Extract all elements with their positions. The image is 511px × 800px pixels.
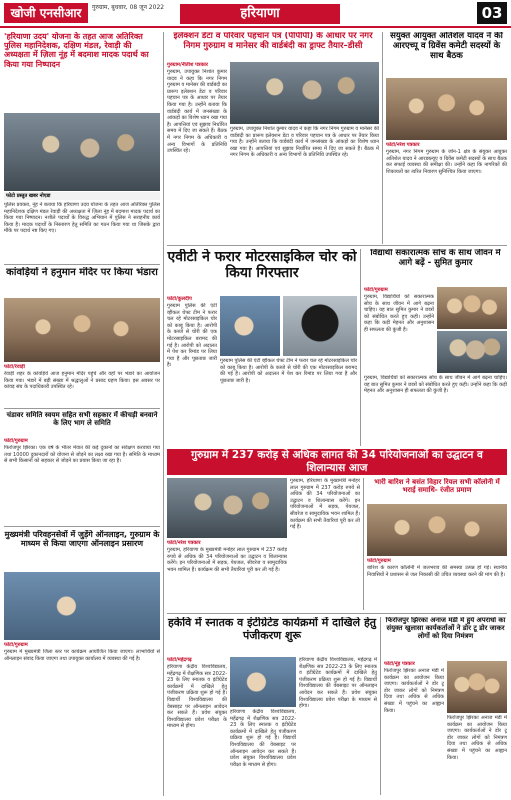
story-hakevi-admission (167, 617, 377, 655)
news-photo (386, 78, 507, 140)
story-dateline: फोटो/नूंह पत्रकार (384, 661, 415, 667)
story-dateline: फोटो/नरेश पत्रकार (386, 142, 420, 148)
column-divider (360, 249, 361, 446)
story-dateline: फोटो/महेंद्रगढ़ (167, 657, 192, 663)
story-dateline: फोटो/गुरुग्राम (367, 558, 391, 564)
story-text-block (4, 438, 160, 524)
news-photo (220, 296, 280, 356)
story-text-block (4, 642, 160, 796)
story-text-block (167, 62, 227, 242)
story-body: गुरुग्राम में मुख्यमंत्री जिला स्तर पर कार्यक्रम आयोजित किया जाएगा। लाभार्थियों से ऑनलाइन संवाद किया जाएगा तथा उपायुक्त कार्यालय में व्यवस्था की गई है। (4, 649, 160, 662)
story-headline: संयुक्त आयुक्त अतिशेल यादव ने की आरएच्पू व ग्रिवेंस कमेटी सदस्यों के साथ बैठक (390, 32, 503, 61)
column-divider (382, 32, 383, 244)
story-body: पुलिस प्रवक्ता, नूंह ने बताया कि हरियाणा उदय योजना के तहत आज अतिरिक्त पुलिस महानिदेशक दक्षिण मंडल रेवाड़ी की अध्यक्षता में ज़िला नूंह में बदमाश मादक पदार्थ का किया गया निष्पादन। नशीले पदार्थों के विरुद्ध अभियान में पुलिस ने सराहनीय कार्य किया है। मादक पदार्थों के निस्तारण हेतु समिति का गठन किया गया था जिसके द्वारा मौके पर पदार्थ नष्ट किए गए। (4, 202, 160, 235)
story-headline: मुख्यमंत्री परिवहनसेवों में जुड़ेंगे ऑनलाइन, गुरुग्राम के माध्यम से किया जाएगा ऑनलाइन प्रसारण (4, 530, 160, 549)
issue-date: गुरुग्राम, बुधवार, 08 जून 2022 (92, 4, 165, 11)
accused-photo (283, 296, 357, 356)
story-body: हरियाणा केंद्रीय विश्वविद्यालय, महेंद्रगढ़ में शैक्षणिक सत्र 2022-23 के लिए स्नातक व इंटीग्रेटेड कार्यक्रमों में दाखिले हेतु पंजीकरण प्रक्रिया शुरू हो गई है। विद्यार्थी विश्वविद्यालय की वेबसाइट पर ऑनलाइन आवेदन कर सकते हैं। प्रवेश संयुक्त विश्वविद्यालय प्रवेश परीक्षा के माध्यम से होगा। (167, 664, 227, 730)
divider (4, 526, 160, 527)
story-text-block (384, 661, 444, 795)
story-headline: विद्यार्थी सकारात्मक सोच के साथ जीवन में आगे बढ़ें - सुमित कुमार (370, 249, 501, 268)
divider (167, 245, 507, 246)
story-dateline: फोटो/गुरुग्राम (4, 438, 28, 444)
story-kanwariya (4, 267, 160, 297)
story-headline: 'हरियाणा उदय' योजना के तहत आज अतिरिक्त पुलिस महानिदेशक, दक्षिण मंडल, रेवाड़ी की अध्यक्षता में ज़िला नूंह में बदमाश मादक पदार्थ का किया गया निष्पादन (4, 32, 149, 69)
news-photo (230, 62, 379, 124)
story-body: गुरुग्राम, उपायुक्त निशांत कुमार यादव ने कहा कि नगर निगम गुरुग्राम व मानेसर की वार्डबंदी का प्रारूप इलेक्शन डेटा व परिवार पहचान पत्र के आधार पर तैयार किया गया है। उन्होंने बताया कि वार्डबंदी कार्य में जनसंख्या के आंकड़ों का विशेष ध्यान रखा गया है। आपत्तियां एवं सुझाव निर्धारित समय में दिए जा सकते हैं। बैठक में नगर निगम के अधिकारी व अन्य विभागों के प्रतिनिधि उपस्थित रहे। (167, 69, 227, 155)
story-headline: हकेवि में स्नातक व इंटीग्रेटेड कार्यक्रमों में दाखिले हेतु पंजीकरण शुरू (167, 617, 377, 642)
story-body: गुरुग्राम, विद्यार्थियों को सकारात्मक सोच के साथ जीवन में आगे बढ़ना चाहिए। यह बात सुमित कुमार ने छात्रों को संबोधित करते हुए कही। उन्होंने कहा कि कड़ी मेहनत और अनुशासन ही सफलता की कुंजी है। (364, 294, 434, 333)
story-body-continued: हरियाणा केंद्रीय विश्वविद्यालय, महेंद्रगढ़ में शैक्षणिक सत्र 2022-23 के लिए स्नातक व इंटीग्रेटेड कार्यक्रमों में दाखिले हेतु पंजीकरण प्रक्रिया शुरू हो गई है। विद्यार्थी विश्वविद्यालय की वेबसाइट पर ऑनलाइन आवेदन कर सकते हैं। प्रवेश संयुक्त विश्वविद्यालय प्रवेश परीक्षा के माध्यम से होगा। (299, 657, 377, 710)
news-photo (4, 113, 160, 191)
story-headline: भारी बारिश ने बसंत विहार रियल सभी कॉलोनी में भराई समाधि- रंजीत प्रमाण (374, 478, 500, 495)
headline-banner: गुरुग्राम में 237 करोड़ से अधिक लागत की 34 परियोजनाओं का उद्घाटन व शिलान्यास आज (167, 449, 507, 475)
story-text-block (367, 558, 507, 610)
story-body: गुरुग्राम पुलिस की एंटी व्हीकल थेफ्ट टीम ने फरार चल रहे मोटरसाइकिल चोर को काबू किया है। आरोपी के कब्जे से चोरी की एक मोटरसाइकिल बरामद की गई है। आरोपी को अदालत में पेश कर रिमांड पर लिया गया है और पूछताछ जारी है। (167, 303, 217, 369)
story-dateline: गुरुग्राम/नीतीश पत्रकार (167, 62, 208, 68)
story-students (364, 249, 507, 285)
story-firozpur (384, 617, 507, 659)
divider (4, 264, 160, 265)
story-joint-commissioner (386, 32, 507, 76)
photo-caption: फोटो प्रस्तुत खबर नोएडा (4, 192, 160, 200)
news-photo (4, 298, 160, 362)
story-body: गुरुग्राम, हरियाणा के मुख्यमंत्री मनोहर लाल गुरुग्राम में 237 करोड़ रुपये से अधिक की 34 परियोजनाओं का उद्घाटन व शिलान्यास करेंगे। इन परियोजनाओं में सड़क, पेयजल, सीवरेज व सामुदायिक भवन शामिल हैं। कार्यक्रम की सभी तैयारियां पूरी कर ली गई हैं। (167, 547, 287, 573)
story-body: फिरोजपुर झिरका अनाज मंडी में कार्यक्रम का आयोजन किया जाएगा। कार्यकर्ताओं ने डोर टू डोर जाकर लोगों को निमंत्रण दिया तथा अधिक से अधिक संख्या में पहुंचने का आह्वान किया। (384, 668, 444, 714)
news-photo (437, 287, 507, 329)
story-cm-online (4, 530, 160, 570)
story-body: बारिश के कारण कॉलोनी में जलभराव की समस्या उत्पन्न हो गई। स्थानीय निवासियों ने प्रशासन से जल निकासी की उचित व्यवस्था करने की मांग की है। (367, 565, 507, 578)
story-headline: इलेक्शन डेटा व परिवार पहचान पत्र (पीपीपी) के आधार पर नगर निगम गुरुग्राम व मानेसर की वार्डबंदी का ड्राफ्ट तैयार–डीसी (173, 32, 373, 51)
story-body-continued: गुरुग्राम, उपायुक्त निशांत कुमार यादव ने कहा कि नगर निगम गुरुग्राम व मानेसर की वार्डबंदी का प्रारूप इलेक्शन डेटा व परिवार पहचान पत्र के आधार पर तैयार किया गया है। उन्होंने बताया कि वार्डबंदी कार्य में जनसंख्या के आंकड़ों का विशेष ध्यान रखा गया है। आपत्तियां एवं सुझाव निर्धारित समय में दिए जा सकते हैं। बैठक में नगर निगम के अधिकारी व अन्य विभागों के प्रतिनिधि उपस्थित रहे। (230, 126, 379, 159)
story-dateline: फोटो/नरेश पत्रकार (167, 540, 201, 546)
news-photo (447, 661, 507, 713)
story-ward-draft (167, 32, 379, 60)
column-divider (163, 32, 164, 796)
section-title: हरियाणा (180, 4, 340, 24)
newspaper-logo: खोजी एनसीआर (4, 3, 88, 23)
divider (4, 408, 160, 409)
story-headline: फिरोजपुर झिरका अनाज मंडी में हुये अपराधों का संयुक्त खुलासा कार्यकर्ताओं ने डोर टू डोर जाकर लोगों को दिया निमंत्रण (385, 617, 506, 640)
column-divider (363, 478, 364, 610)
news-photo (167, 478, 287, 538)
story-body-continued: गुरुग्राम, विद्यार्थियों को सकारात्मक सोच के साथ जीवन में आगे बढ़ना चाहिए। यह बात सुमित कुमार ने छात्रों को संबोधित करते हुए कही। उन्होंने कहा कि कड़ी मेहनत और अनुशासन ही सफलता की कुंजी है। (364, 375, 507, 395)
story-text-block (364, 287, 434, 373)
story-body-continued: गुरुग्राम, हरियाणा के मुख्यमंत्री मनोहर लाल गुरुग्राम में 237 करोड़ रुपये से अधिक की 34 परियोजनाओं का उद्घाटन व शिलान्यास करेंगे। इन परियोजनाओं में सड़क, पेयजल, सीवरेज व सामुदायिक भवन शामिल हैं। कार्यक्रम की सभी तैयारियां पूरी कर ली गई हैं। (290, 478, 360, 531)
masthead (0, 0, 511, 28)
story-headline: चंडावर समिति स्वयम सहित सभी सहकार में कीचड़ी बनवाने के लिए भाग ले समिति (6, 411, 158, 428)
story-body: रेवाड़ी शहर के कांवड़िये आज हनुमान मंदिर पहुंचे और वहाँ पर भंडारे का आयोजन किया गया। भंडारे में बड़ी संख्या में श्रद्धालुओं ने प्रसाद ग्रहण किया। इस अवसर पर कांवड़ संघ के पदाधिकारी उपस्थित रहे। (4, 371, 160, 391)
news-photo (367, 504, 507, 556)
story-text-block (167, 540, 287, 610)
story-body: गुरुग्राम, नगर निगम गुरुग्राम के जोन-1 क्षेत्र के संयुक्त आयुक्त अतिशेल यादव ने आरडब्ल्यूए व ग्रिवेंस कमेटी सदस्यों के साथ बैठक कर सफाई व्यवस्था की समीक्षा की। उन्होंने कहा कि नागरिकों की शिकायतों का त्वरित निवारण सुनिश्चित किया जाएगा। (386, 149, 507, 175)
story-chandawar (4, 411, 160, 437)
story-body-continued: गुरुग्राम पुलिस की एंटी व्हीकल थेफ्ट टीम ने फरार चल रहे मोटरसाइकिल चोर को काबू किया है। आरोपी के कब्जे से चोरी की एक मोटरसाइकिल बरामद की गई है। आरोपी को अदालत में पेश कर रिमांड पर लिया गया है और पूछताछ जारी है। (220, 358, 357, 384)
story-body-continued: फिरोजपुर झिरका अनाज मंडी में कार्यक्रम का आयोजन किया जाएगा। कार्यकर्ताओं ने डोर टू डोर जाकर लोगों को निमंत्रण दिया तथा अधिक से अधिक संख्या में पहुंचने का आह्वान किया। (447, 715, 507, 761)
story-colony-rain (367, 478, 507, 502)
story-text-block (4, 364, 160, 406)
news-photo (437, 331, 507, 373)
news-photo (230, 657, 296, 707)
story-dateline: फोटो/गुरुग्राम (364, 287, 388, 293)
story-text-block (167, 657, 227, 795)
story-text-block (386, 142, 507, 242)
story-body-continued: हरियाणा केंद्रीय विश्वविद्यालय, महेंद्रगढ़ में शैक्षणिक सत्र 2022-23 के लिए स्नातक व इंटीग्रेटेड कार्यक्रमों में दाखिले हेतु पंजीकरण प्रक्रिया शुरू हो गई है। विद्यार्थी विश्वविद्यालय की वेबसाइट पर ऑनलाइन आवेदन कर सकते हैं। प्रवेश संयुक्त विश्वविद्यालय प्रवेश परीक्षा के माध्यम से होगा। (230, 709, 296, 768)
column-divider (380, 617, 381, 795)
story-bike-thief (167, 249, 357, 293)
story-dateline: फोटो/कुलदीप (167, 296, 192, 302)
story-dateline: फोटो/गुरुग्राम (4, 642, 28, 648)
story-haryana-uday (4, 32, 160, 112)
news-photo (4, 572, 160, 640)
story-dateline: फोटो/रेवाड़ी (4, 364, 25, 370)
story-headline: कांवड़ियों ने हनुमान मंदिर पर किया भंडारा (6, 267, 158, 278)
story-body: फिरोजपुर झिरका। एक वर्ष के भीतर मेवात की कई दुकानों का सर्वेक्षण करवाया गया तथा 10000 दुकानदारों को योजना से जोड़ने का लक्ष्य रखा गया है। समिति के माध्यम से सभी किसानों को सहकार से जोड़ने का प्रयास किया जा रहा है। (4, 445, 160, 465)
divider (167, 613, 507, 614)
story-text-block (167, 296, 217, 446)
story-headline: एवीटी ने फरार मोटरसाइकिल चोर को किया गिरफ्तार (167, 249, 357, 282)
page-number: 03 (477, 2, 507, 24)
